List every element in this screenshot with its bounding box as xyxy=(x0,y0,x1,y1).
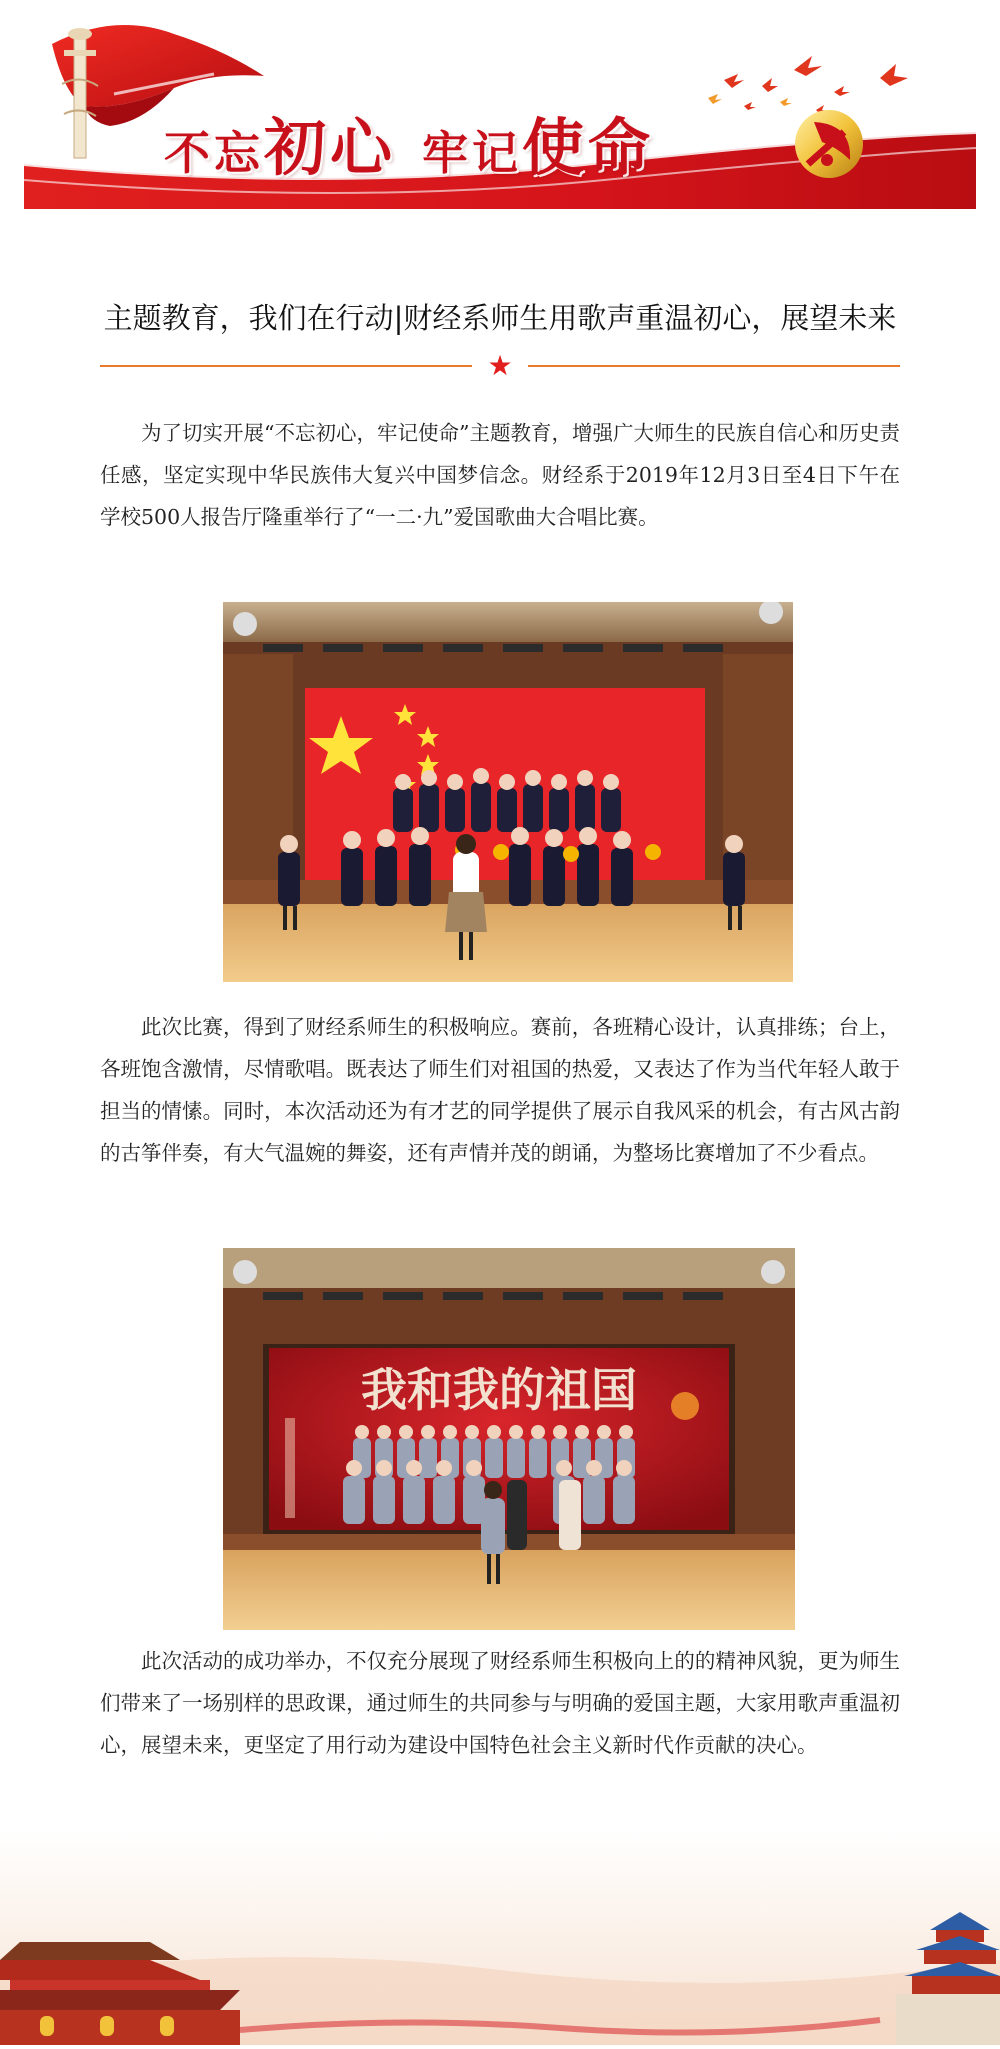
star-icon: ★ xyxy=(487,349,513,382)
paragraph-1: 为了切实开展“不忘初心，牢记使命”主题教育，增强广大师生的民族自信心和历史责任感，坚定实现中华民族伟大复兴中国梦信念。财经系于2019年12月3日至4日下午在学校500人报告厅隆重举行了“一二·九”爱国歌曲大合唱比赛。 xyxy=(100,421,900,529)
slogan-part4: 使命 xyxy=(522,111,655,184)
party-emblem-icon xyxy=(795,110,863,178)
title-divider xyxy=(100,349,900,382)
header-banner xyxy=(24,14,976,214)
footer-decoration xyxy=(0,1830,1000,2045)
paragraph-2: 此次比赛，得到了财经系师生的积极响应。赛前，各班精心设计，认真排练；台上，各班饱含激情，尽情歌唱。既表达了师生们对祖国的热爱，又表达了作为当代年轻人敢于担当的情愫。同时，本次活动还为有才艺的同学提供了展示自我风采的机会，有古风古韵的古筝伴奏，有大气温婉的舞姿，还有声情并茂的朗诵，为整场比赛增加了不少看点。 xyxy=(100,1015,900,1165)
slogan-part2: 初心 xyxy=(264,111,397,184)
paragraph-3: 此次活动的成功举办，不仅充分展现了财经系师生积极向上的的精神风貌，更为师生们带来了一场别样的思政课，通过师生的共同参与与明确的爱国主题，大家用歌声重温初心，展望未来，更坚定了用行动为建设中国特色社会主义新时代作贡献的决心。 xyxy=(100,1649,900,1757)
chorus-photo-2 xyxy=(223,1248,795,1630)
slogan-part1: 不忘 xyxy=(164,126,264,180)
article-title: 主题教育，我们在行动|财经系师生用歌声重温初心，展望未来 xyxy=(103,301,897,335)
banner-slogan xyxy=(164,98,654,187)
screen-title: 我和我的祖国 xyxy=(361,1363,637,1417)
chorus-photo-1 xyxy=(223,602,793,982)
slogan-part3: 牢记 xyxy=(422,126,523,180)
dove-icon xyxy=(724,56,908,114)
